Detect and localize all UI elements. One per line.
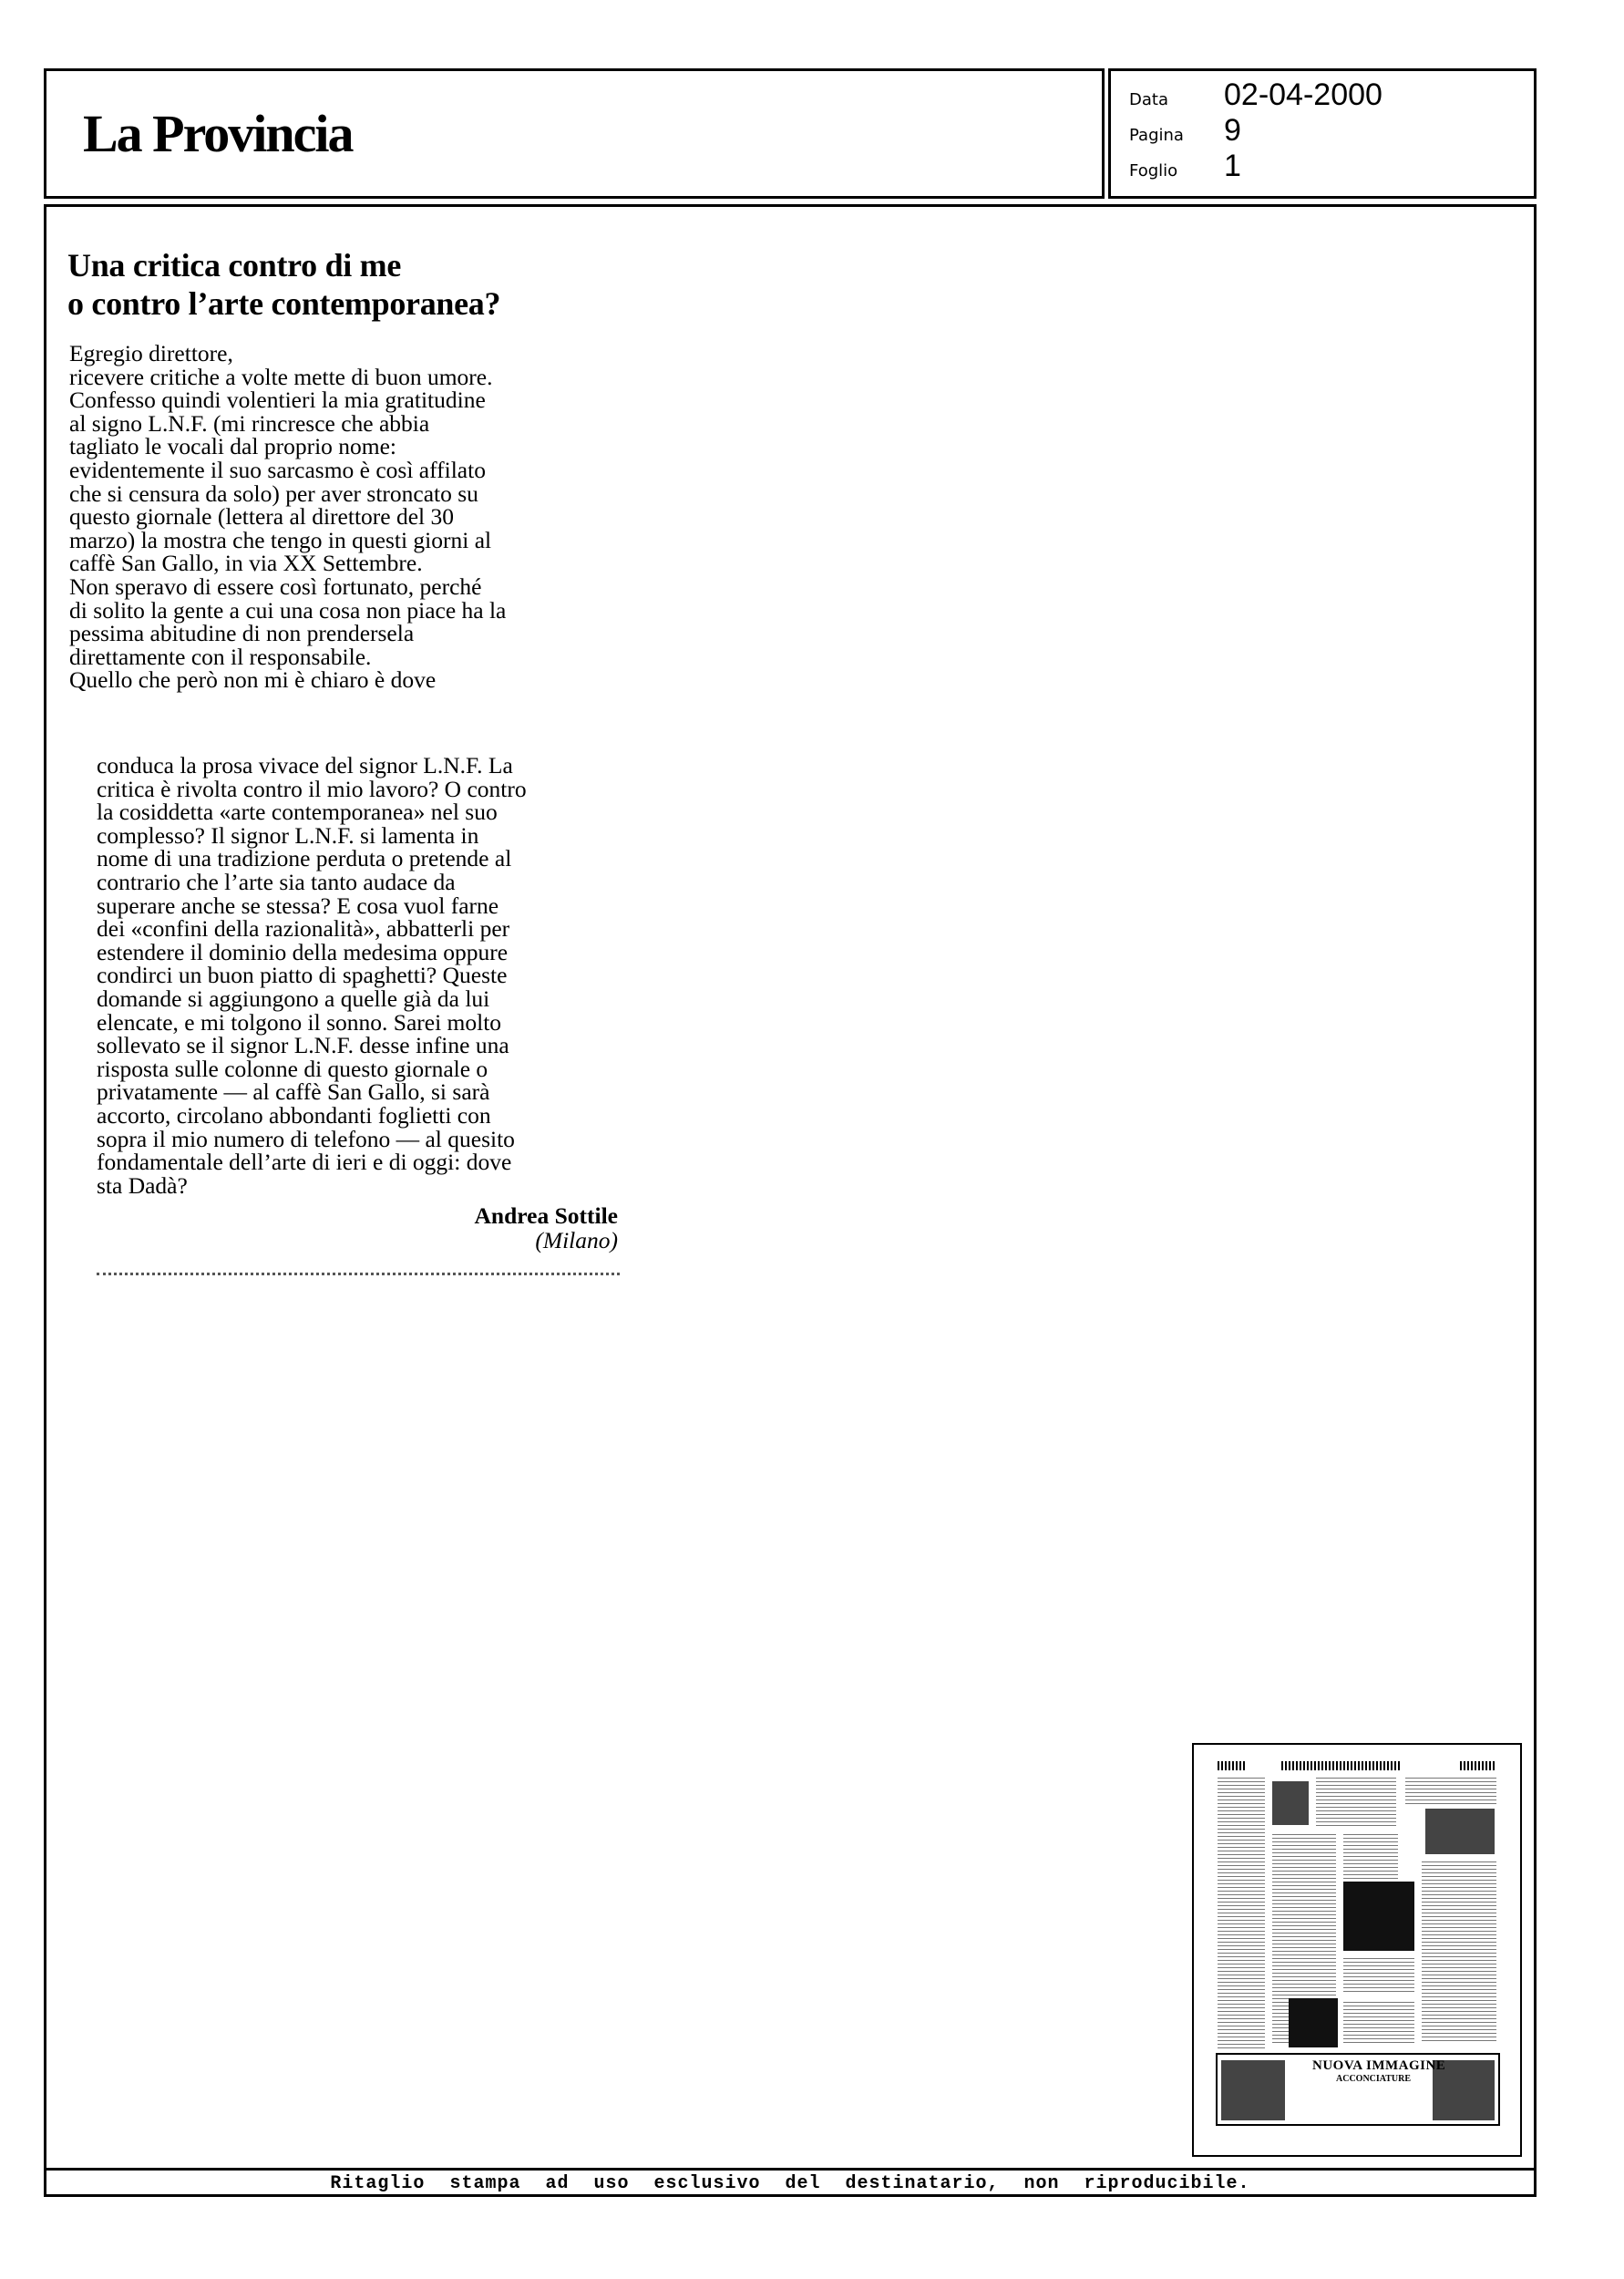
headline-line-1: Una critica contro di me <box>67 247 402 284</box>
thumb-text-column <box>1422 1861 1496 2044</box>
author-name: Andrea Sottile <box>474 1202 618 1229</box>
thumb-masthead-mark <box>1281 1761 1400 1770</box>
meta-row-pagina <box>1129 114 1512 149</box>
page-thumbnail <box>1192 1743 1522 2157</box>
text-line: tagliato le vocali dal proprio nome: <box>69 433 397 460</box>
thumb-advert-title: NUOVA IMMAGINE <box>1312 2058 1446 2073</box>
text-line: complesso? Il signor L.N.F. si lamenta in <box>97 821 479 849</box>
text-line: pessima abitudine di non prendersela <box>69 620 415 647</box>
text-line: questo giornale (lettera al direttore del 30 <box>69 503 454 531</box>
dotted-divider <box>97 1273 620 1275</box>
article-column-2 <box>97 754 527 1197</box>
thumb-masthead-mark <box>1460 1761 1496 1770</box>
masthead-box <box>44 68 1105 199</box>
meta-label-foglio: Foglio <box>1129 161 1178 180</box>
text-line: elencate, e mi tolgono il sonno. Sarei molto <box>97 1008 502 1036</box>
thumb-advert-photo <box>1221 2060 1285 2120</box>
meta-value-data: 02-04-2000 <box>1224 77 1382 112</box>
thumb-text-column <box>1218 1778 1265 2051</box>
text-line: risposta sulle colonne di questo giornale o <box>97 1055 488 1082</box>
meta-label-data: Data <box>1129 90 1168 109</box>
footer-disclaimer: Ritaglio stampa ad uso esclusivo del destinatario, non riproducibile. <box>330 2173 1250 2194</box>
meta-row-foglio <box>1129 150 1512 184</box>
thumb-picture <box>1272 1781 1309 1825</box>
text-line: Quello che però non mi è chiaro è dove <box>69 666 437 694</box>
text-line: sollevato se il signor L.N.F. desse infine una <box>97 1032 509 1059</box>
text-line: caffè San Gallo, in via XX Settembre. <box>69 550 423 577</box>
thumb-picture <box>1425 1809 1495 1854</box>
text-line: Non speravo di essere così fortunato, perché <box>69 572 482 600</box>
text-line: la cosiddetta «arte contemporanea» nel suo <box>97 799 498 826</box>
thumb-advert-subtitle: ACCONCIATURE <box>1336 2074 1412 2084</box>
meta-value-foglio: 1 <box>1224 149 1241 183</box>
meta-row-data <box>1129 78 1512 113</box>
text-line: sopra il mio numero di telefono — al quesito <box>97 1125 515 1152</box>
text-line: nome di una tradizione perduta o pretende al <box>97 845 512 872</box>
thumb-picture <box>1343 1882 1414 1951</box>
text-line: evidentemente il suo sarcasmo è così affilato <box>69 456 486 483</box>
text-line: marzo) la mostra che tengo in questi giorni al <box>69 526 492 553</box>
metadata-box <box>1108 68 1537 199</box>
headline-line-2: o contro l’arte contemporanea? <box>67 285 501 322</box>
text-line: di solito la gente a cui una cosa non piace ha la <box>69 596 507 624</box>
text-line: critica è rivolta contro il mio lavoro? O contro <box>97 775 527 802</box>
article-headline <box>67 246 500 323</box>
text-line: Confesso quindi volentieri la mia gratitudine <box>69 387 486 414</box>
meta-value-pagina: 9 <box>1224 113 1241 148</box>
text-line: superare anche se stessa? E cosa vuol farne <box>97 892 499 919</box>
thumb-text-column <box>1405 1778 1496 1805</box>
article-signature <box>273 1203 618 1253</box>
thumb-masthead-mark <box>1218 1761 1245 1770</box>
text-line: estendere il dominio della medesima oppure <box>97 938 509 965</box>
text-line: direttamente con il responsabile. <box>69 643 372 670</box>
thumb-text-column <box>1316 1778 1396 1827</box>
text-line: sta Dadà? <box>97 1171 188 1199</box>
thumb-text-column <box>1343 1958 1414 1995</box>
thumb-picture <box>1289 1998 1338 2047</box>
text-line: al signo L.N.F. (mi rincresce che abbia <box>69 409 430 437</box>
footer-divider <box>44 2168 1537 2171</box>
article-column-1 <box>69 342 506 692</box>
text-line: Egregio direttore, <box>69 340 233 366</box>
thumb-text-column <box>1343 2002 1414 2044</box>
meta-label-pagina: Pagina <box>1129 126 1184 145</box>
text-line: contrario che l’arte sia tanto audace da <box>97 868 456 895</box>
text-line: conduca la prosa vivace del signor L.N.F. La <box>97 752 513 779</box>
text-line: fondamentale dell’arte di ieri e di oggi: dove <box>97 1149 512 1176</box>
text-line: accorto, circolano abbondanti foglietti con <box>97 1101 491 1129</box>
text-line: domande si aggiungono a quelle già da lui <box>97 985 490 1012</box>
text-line: ricevere critiche a volte mette di buon umore. <box>69 363 493 390</box>
text-line: privatamente — al caffè San Gallo, si sarà <box>97 1078 490 1106</box>
newspaper-logo: La Provincia <box>83 104 353 163</box>
text-line: condirci un buon piatto di spaghetti? Queste <box>97 962 508 989</box>
text-line: che si censura da solo) per aver stroncato su <box>69 480 478 507</box>
author-city: (Milano) <box>535 1227 618 1253</box>
text-line: dei «confini della razionalità», abbatterli per <box>97 915 510 943</box>
thumb-text-column <box>1343 1834 1398 1889</box>
